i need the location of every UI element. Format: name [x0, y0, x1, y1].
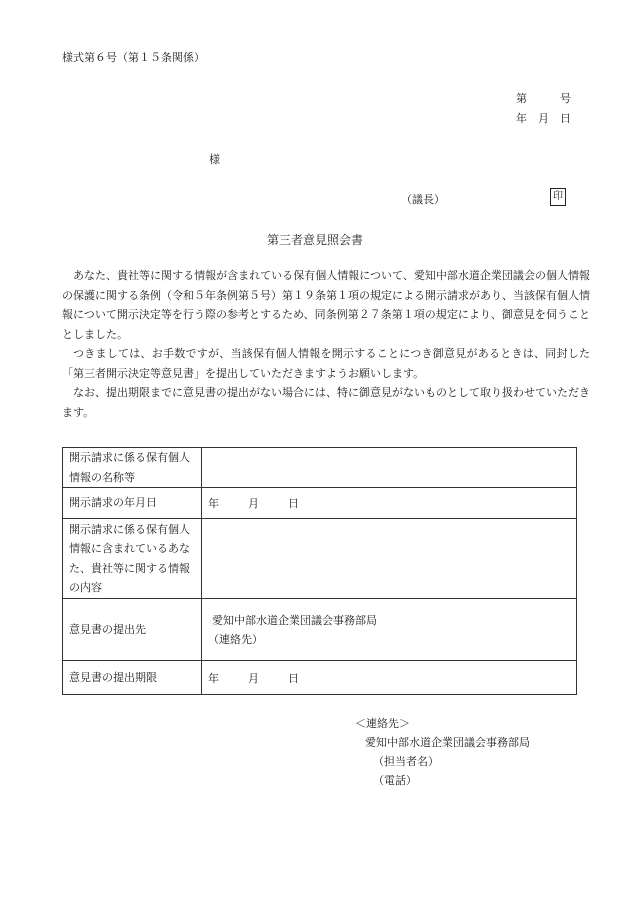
request-date-field[interactable] [202, 488, 577, 519]
day-label: 日 [288, 671, 299, 685]
body-paragraph-3: なお、提出期限までに意見書の提出がない場合には、特に御意見がないものとして取り扱わせていただきます。 [62, 386, 590, 419]
table-row [63, 448, 577, 488]
month-label: 月 [248, 497, 259, 510]
year-label: 年 [208, 671, 219, 685]
body-text [62, 266, 590, 422]
body-paragraph-1: あなた、貴社等に関する情報が含まれている保有個人情報について、愛知中部水道企業団議会の個人情報の保護に関する条例（令和５年条例第５号）第１９条第１項の規定による開示請求があり、当該保有個人情報について開示決定等を行う際の参考とするため、同条例第２７条第１項の規定により、御意見を伺うこととしました。 [62, 269, 590, 341]
addressee: 様 [209, 153, 220, 166]
contact-person: （担当者名） [373, 755, 439, 768]
table-row [63, 661, 577, 695]
sender-title: （議長） [401, 193, 445, 206]
request-date-label: 開示請求の年月日 [63, 488, 202, 519]
submission-deadline-label: 意見書の提出期限 [63, 661, 202, 695]
inquiry-table [62, 447, 577, 695]
destination-contact: （連絡先） [208, 632, 263, 646]
contact-block [355, 714, 530, 790]
contact-phone: （電話） [373, 774, 417, 787]
destination-office: 愛知中部水道企業団議会事務部局 [212, 613, 377, 627]
document-title: 第三者意見照会書 [266, 233, 363, 247]
contact-heading: ＜連絡先＞ [355, 717, 410, 730]
issue-date: 年 月 日 [516, 112, 571, 125]
info-name-field[interactable] [202, 448, 577, 488]
body-paragraph-2: つきましては、お手数ですが、当該保有個人情報を開示することにつき御意見があるときは、同封した「第三者開示決定等意見書」を提出していただきますようお願いします。 [62, 347, 590, 380]
form-number: 様式第６号（第１５条関係） [62, 51, 205, 64]
info-name-label: 開示請求に係る保有個人情報の名称等 [63, 448, 202, 488]
day-label: 日 [288, 497, 299, 510]
table-row [63, 488, 577, 519]
info-content-field[interactable] [202, 519, 577, 599]
seal-stamp: 印 [550, 188, 566, 206]
document-number: 第 号 [516, 92, 571, 105]
submission-destination-label: 意見書の提出先 [63, 599, 202, 661]
table-row [63, 519, 577, 599]
submission-destination-field [202, 599, 577, 661]
info-content-label: 開示請求に係る保有個人情報に含まれているあなた、貴社等に関する情報の内容 [63, 519, 202, 599]
table-row [63, 599, 577, 661]
submission-deadline-field[interactable] [202, 661, 577, 695]
month-label: 月 [248, 671, 259, 685]
contact-office: 愛知中部水道企業団議会事務部局 [365, 736, 530, 749]
year-label: 年 [208, 497, 219, 510]
